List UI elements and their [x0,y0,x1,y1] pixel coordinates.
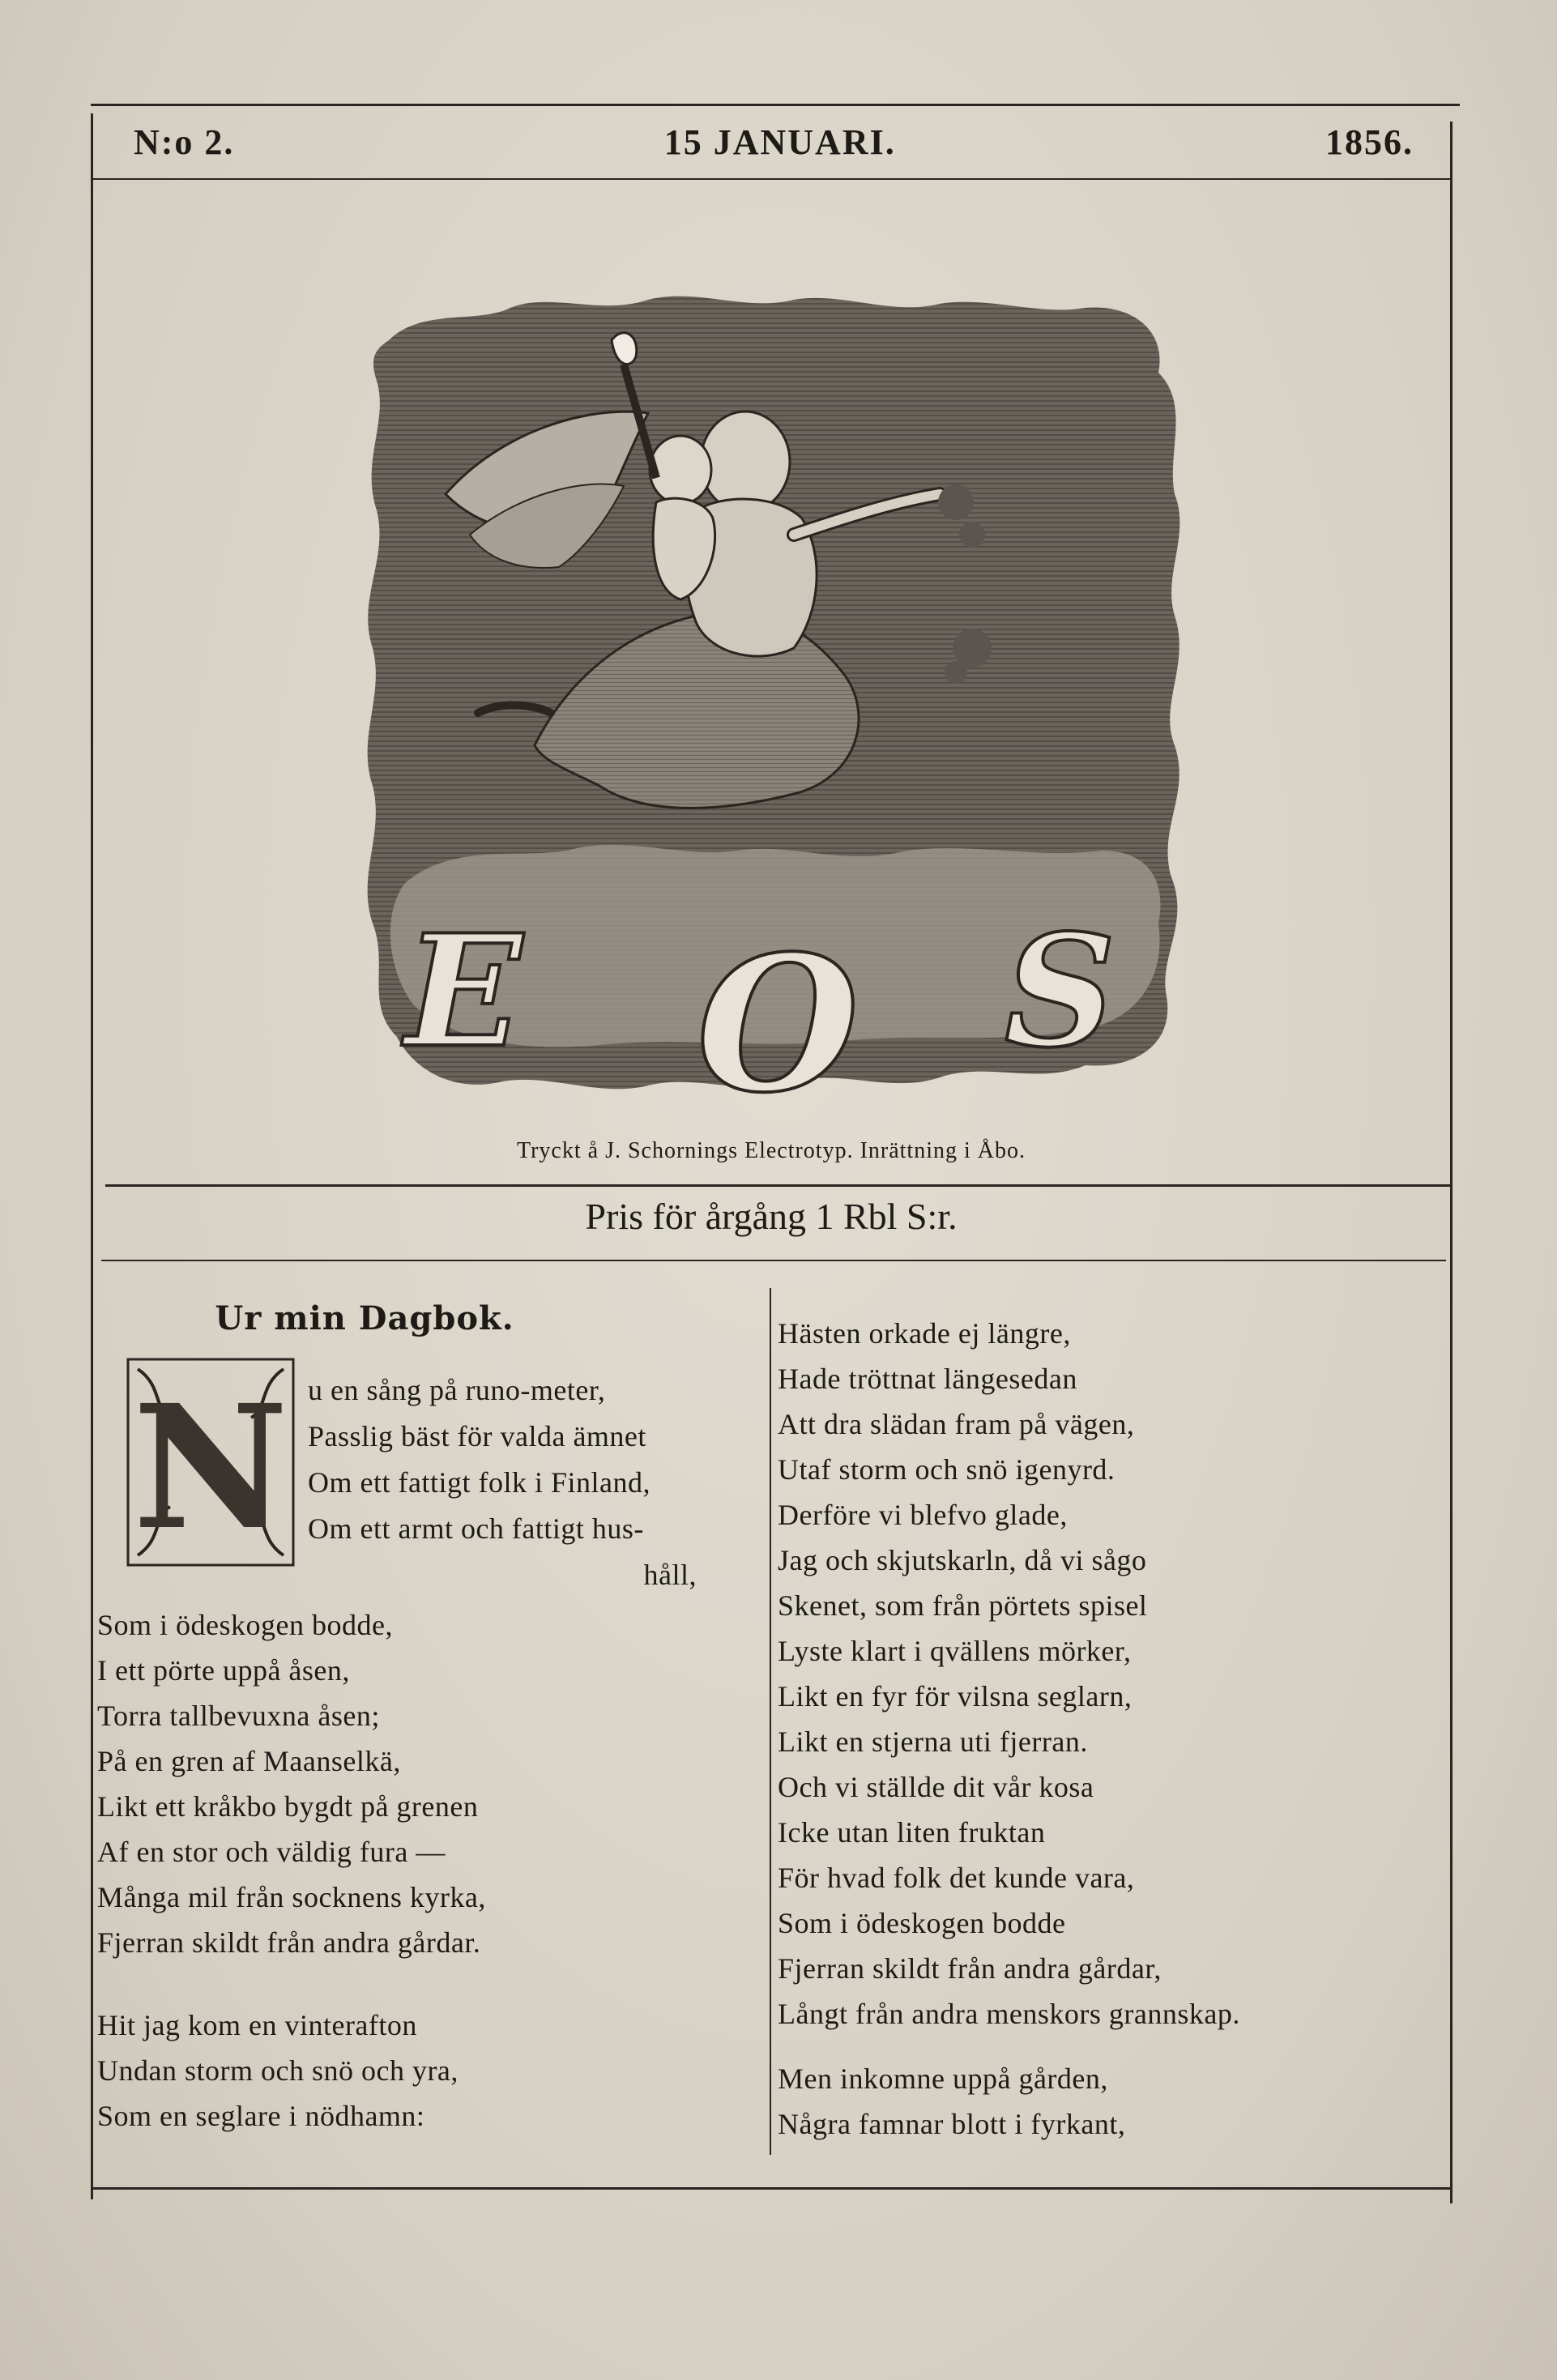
poem-line: Som i ödeskogen bodde, [97,1609,393,1641]
poem-line: På en gren af Maanselkä, [97,1745,401,1777]
issue-date: 15 JANUARI. [663,122,896,162]
column-separator [770,1288,771,2155]
poem-line: Likt ett kråkbo bygdt på grenen [97,1790,479,1823]
poem-title: Ur min Dagbok. [215,1299,514,1337]
poem-line: För hvad folk det kunde vara, [778,1862,1135,1894]
poem-line: Hit jag kom en vinterafton [97,2009,417,2041]
poem-line: håll, [643,1559,697,1591]
poem-line: Derföre vi blefvo glade, [778,1499,1068,1531]
poem-left-stanza-2 [97,2003,753,2139]
poem-line: Fjerran skildt från andra gårdar. [97,1926,481,1959]
svg-text:E: E [405,901,523,1081]
poem-line: Undan storm och snö och yra, [97,2054,459,2087]
poem-line: Hade tröttnat längesedan [778,1363,1077,1395]
poem-line: Långt från andra menskors grannskap. [778,1998,1240,2030]
poem-right-stanza-2 [778,2056,1442,2147]
drop-cap [122,1353,300,1572]
poem-line: Att dra slädan fram på vägen, [778,1408,1135,1440]
poem-line: Lyste klart i qvällens mörker, [778,1635,1132,1667]
poem-right-column [778,1311,1442,2037]
poem-line: Af en stor och väldig fura — [97,1836,446,1868]
svg-text:O: O [697,915,860,1102]
imprint-rule [105,1184,1450,1187]
poem-line: Torra tallbevuxna åsen; [97,1700,380,1732]
poem-line: Om ett armt och fattigt hus- [308,1512,644,1545]
poem-line: Jag och skjutskarln, då vi sågo [778,1544,1147,1576]
masthead [134,113,1414,170]
poem-line: Många mil från socknens kyrka, [97,1881,486,1913]
ornamental-initial-icon [122,1353,300,1572]
poem-line: Fjerran skildt från andra gårdar, [778,1952,1162,1985]
poem-line: Utaf storm och snö igenyrd. [778,1453,1115,1486]
frame-top-rule [91,104,1460,106]
poem-opening-lines [308,1367,761,1598]
masthead-rule [91,178,1452,180]
poem-line: I ett pörte uppå åsen, [97,1654,350,1687]
poem-line: Likt en stjerna uti fjerran. [778,1725,1088,1758]
poem-line: Om ett fattigt folk i Finland, [308,1466,651,1499]
svg-text:N: N [133,1367,288,1567]
poem-left-column [97,1602,753,1965]
svg-text:S: S [1005,901,1116,1081]
poem-line: Icke utan liten fruktan [778,1816,1046,1849]
poem-line: Men inkomne uppå gården, [778,2062,1108,2095]
poem-line: Hästen orkade ej längre, [778,1317,1071,1350]
poem-line: u en sång på runo-meter, [308,1374,606,1406]
issue-year: 1856. [1325,122,1414,162]
eos-vignette [356,292,1199,1102]
issue-number: N:o 2. [134,122,235,162]
winged-figure-with-cherub-icon [356,292,1199,1102]
poem-line: Likt en fyr för vilsna seglarn, [778,1680,1133,1712]
poem-line: Skenet, som från pörtets spisel [778,1589,1148,1622]
poem-line: Som en seglare i nödhamn: [97,2100,425,2132]
poem-line: Och vi ställde dit vår kosa [778,1771,1094,1803]
poem-line: Som i ödeskogen bodde [778,1907,1066,1939]
poem-line: Några famnar blott i fyrkant, [778,2108,1126,2140]
poem-line: Passlig bäst för valda ämnet [308,1420,646,1452]
frame-bottom-rule [91,2187,1452,2190]
price-rule [101,1260,1446,1261]
imprint-line: Tryckt å J. Schornings Electrotyp. Inrättning i Åbo. [516,1138,1026,1163]
subscription-price: Pris för årgång 1 Rbl S:r. [585,1196,958,1237]
